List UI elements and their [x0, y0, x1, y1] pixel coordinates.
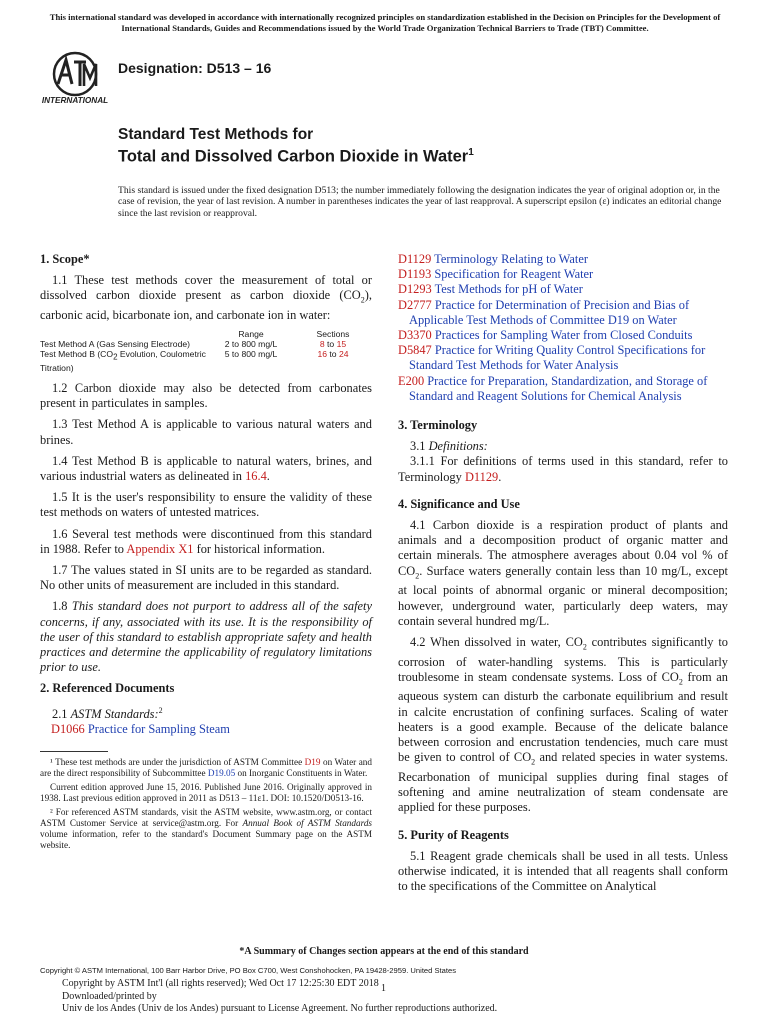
- right-column: [398, 252, 728, 900]
- table-row: Test Method A (Gas Sensing Electrode) 2 to 800 mg/L 8 to 15: [40, 339, 347, 350]
- title-line-1: Standard Test Methods for: [118, 126, 314, 143]
- ref-item[interactable]: D5847 Practice for Writing Quality Control Specifications for Standard Test Methods for Water Analysis: [398, 343, 706, 373]
- title-line-2: Total and Dissolved Carbon Dioxide in Water$^1$: [118, 147, 474, 166]
- para-1-5: 1.5 It is the user's responsibility to ensure the validity of these test methods on waters of untested matrices.: [40, 490, 372, 520]
- ref-item[interactable]: D1129 Terminology Relating to Water: [398, 252, 588, 266]
- ref-item[interactable]: D2777 Practice for Determination of Precision and Bias of Applicable Test Methods of Committee D19 on Water: [398, 297, 690, 327]
- ref-d1066[interactable]: D1066 Practice for Sampling Steam: [51, 721, 230, 736]
- terminology-heading: 3. Terminology: [398, 418, 478, 433]
- tbt-notice: This international standard was developed in accordance with internationally recognized principles on standardization established in the Decision on Principles for the Development of International Standards, Guides and Recommendations issued by the World Trade Organization Technical Barriers to Trade (TBT) Committee.: [49, 12, 721, 33]
- section-16-4-link[interactable]: 16.4: [245, 469, 267, 484]
- summary-note: *A Summary of Changes section appears at the end of this standard: [239, 946, 529, 957]
- left-column: [40, 252, 372, 854]
- d1129-link[interactable]: D1129: [464, 469, 499, 484]
- footnote-1-edition: Current edition approved June 15, 2016. Published June 2016. Originally approved in 1938. Last previous edition approved in 2011 as D513 – 11ε1. DOI: 10.1520/D0513-16.: [40, 782, 372, 804]
- title-footnote-mark: 1: [468, 147, 474, 158]
- para-1-1: 1.1 These test methods cover the measurement of total or dissolved carbon dioxide present as carbon dioxide $(CO_2)$, carbonic acid, bicarbonate ion, and carbonate ion in water:: [40, 273, 372, 323]
- issuance-note: This standard is issued under the fixed designation D513; the number immediately following the designation indicates the year of original adoption or, in the case of revision, the year of last revision. A number in parentheses indicates the year of last reapproval. A superscript epsilon (ε) indicates an editorial change since the last revision or reapproval.: [118, 185, 722, 219]
- para-1-8: 1.8 This standard does not purport to address all of the safety concerns, if any, associated with its use. It is the responsibility of the user of this standard to establish appropriate safety and health practices and determine the applicability of regulatory limitations prior to use.: [40, 599, 372, 675]
- footer-line-3: Univ de los Andes (Univ de los Andes) pursuant to License Agreement. No further reproductions authorized.: [62, 1003, 498, 1014]
- para-1-7: 1.7 The values stated in SI units are to be regarded as standard. No other units of measurement are included in this standard.: [40, 563, 372, 593]
- astm-logo: [40, 50, 110, 106]
- section-link[interactable]: 24: [338, 349, 349, 360]
- footnote-rule: [40, 751, 108, 752]
- footer-line-1: Copyright by ASTM Int'l (all rights reserved); Wed Oct 17 12:25:30 EDT 2018: [62, 978, 379, 989]
- para-3-1-1: 3.1.1 For definitions of terms used in this standard, refer to Terminology D1129.: [398, 454, 728, 484]
- para-2-1: 2.1 ASTM Standards:$^2$: [52, 705, 163, 721]
- para-1-4: 1.4 Test Method B is applicable to natural waters, brines, and various industrial waters as delineated in 16.4.: [40, 453, 372, 484]
- d19-05-link[interactable]: D19.05: [207, 768, 236, 779]
- section-link[interactable]: 15: [336, 339, 347, 350]
- ref-item[interactable]: D3370 Practices for Sampling Water from Closed Conduits: [398, 328, 693, 343]
- significance-heading: 4. Significance and Use: [398, 496, 520, 511]
- table-row: Test Method B ($CO_2$ Evolution, Coulometric Titration) 5 to 800 mg/L 16 to 24: [40, 349, 349, 373]
- ref-item[interactable]: E200 Practice for Preparation, Standardization, and Storage of Standard and Reagent Solutions for Chemical Analysis: [398, 373, 708, 403]
- col-sections: Sections: [316, 329, 350, 340]
- designation: Designation: D513 – 16: [118, 60, 272, 76]
- referenced-docs-heading: 2. Referenced Documents: [40, 681, 175, 696]
- logo-text: INTERNATIONAL: [41, 96, 109, 105]
- scope-heading: 1. Scope*: [40, 252, 90, 266]
- para-5-1: 5.1 Reagent grade chemicals shall be used in all tests. Unless otherwise indicated, it is intended that all reagents shall conform to the specifications of the Committee on Analytical: [398, 848, 728, 894]
- purity-heading: 5. Purity of Reagents: [398, 827, 509, 842]
- reference-list: [398, 252, 728, 404]
- ref-item[interactable]: D1293 Test Methods for pH of Water: [398, 282, 583, 297]
- d19-link[interactable]: D19: [304, 757, 321, 768]
- section-link[interactable]: 16: [317, 349, 328, 360]
- section-link[interactable]: 8: [319, 339, 325, 350]
- para-1-2: 1.2 Carbon dioxide may also be detected from carbonates present in particulates in samples.: [40, 381, 372, 411]
- footnote-2: ² For referenced ASTM standards, visit the ASTM website, www.astm.org, or contact ASTM Customer Service at service@astm.org. For Annual Book of ASTM Standards volume information, refer to the standard's Document Summary page on the ASTM website.: [40, 807, 372, 851]
- para-1-3: 1.3 Test Method A is applicable to various natural waters and brines.: [40, 417, 372, 447]
- method-table: [40, 329, 372, 373]
- footer-line-2: Downloaded/printed by: [62, 990, 157, 1002]
- appendix-x1-link[interactable]: Appendix X1: [126, 541, 194, 556]
- para-1-6: 1.6 Several test methods were discontinued from this standard in 1988. Refer to Appendix X1 for historical information.: [40, 526, 372, 556]
- col-range: Range: [238, 329, 264, 340]
- astm-copyright: Copyright © ASTM International, 100 Barr Harbor Drive, PO Box C700, West Conshohocken, PA 19428-2959. United States: [40, 966, 457, 975]
- footnote-1: ¹ These test methods are under the jurisdiction of ASTM Committee D19 on Water and are the direct responsibility of Subcommittee D19.05 on Inorganic Constituents in Water.: [40, 757, 372, 779]
- para-3-1: 3.1 Definitions:: [410, 439, 488, 454]
- license-footer: [62, 978, 497, 1016]
- ref-item[interactable]: D1193 Specification for Reagent Water: [398, 267, 594, 282]
- para-4-1: 4.1 Carbon dioxide is a respiration product of plants and animals and a decomposition product of organic matter and certain minerals. The atmosphere averages about 0.04 vol % of $CO_2$. Surface waters generally contain less than 10 mg/L, except at local points of abnormal organic or mineral decomposition; however, underground water, particularly deep waters, may contain several hundred mg/L.: [398, 518, 728, 628]
- page-number: 1: [381, 983, 386, 994]
- para-4-2: 4.2 When dissolved in water, $CO_2$ contributes significantly to corrosion of water-handling systems. This is particularly troublesome in steam condensate systems. Loss of $CO_2$ from an aqueous system can disturb the carbonate equilibrium and result in calcite encrustation of confining surfaces. Scaling of water heaters is a good example. Because of the delicate balance between corrosion and encrustation tendencies, much care must be given to control of $CO_2$ and related species in water systems. Recarbonation of municipal supplies during final stages of softening and amine neutralization of steam condensate are applied for these purposes.: [398, 634, 728, 815]
